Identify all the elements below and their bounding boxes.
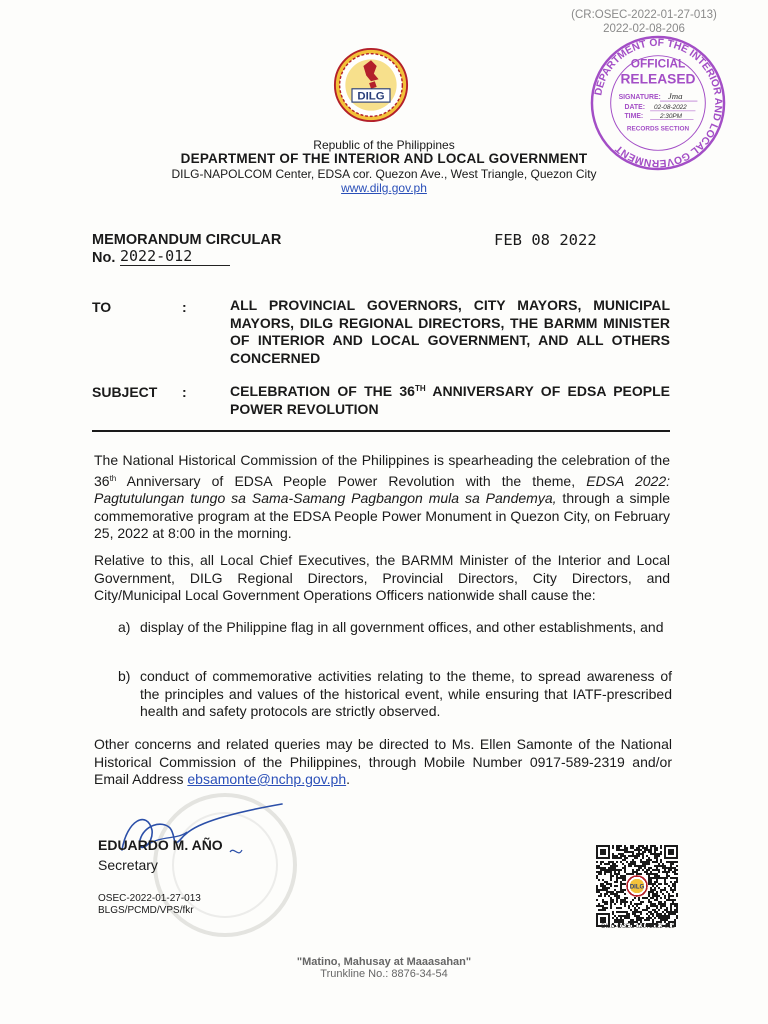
paragraph-1: The National Historical Commission of the Philippines is spearheading the celebration of the 36th Anniversary of EDSA People Power Revolution with the theme, EDSA 2022: Pagtutulungan tungo sa Sama-Samang Pagbangon mula sa Pandemya, through a simple commemorative program at the EDSA People Power Monument in Quezon City, on February 25, 2022 at 8:00 in the morning. — [94, 452, 670, 541]
tracking-code-main: (CR:OSEC-2022-01-27-013) — [571, 9, 717, 21]
footer-motto: "Matino, Mahusay at Maaasahan" — [296, 956, 472, 968]
stamp-section: RECORDS SECTION — [626, 125, 690, 133]
footer-trunkline: Trunkline No.: 8876-34-54 — [320, 968, 448, 980]
qr-caption: DILG-OSEC 02072022-013 — [601, 924, 675, 930]
department-name: DEPARTMENT OF THE INTERIOR AND LOCAL GOVERNMENT — [180, 151, 588, 166]
header-divider — [92, 430, 670, 432]
subject-label: SUBJECT — [92, 384, 158, 400]
stamp-time-label: TIME: — [624, 112, 644, 120]
email-link[interactable]: ebsamonte@nchp.gov.ph — [187, 771, 347, 787]
memo-number-label: No. — [92, 250, 116, 266]
subject-text: CELEBRATION OF THE 36TH ANNIVERSARY OF EDSA PEOPLE POWER REVOLUTION — [230, 383, 670, 417]
signatory-name: EDUARDO M. AÑO — [98, 837, 223, 853]
stamp-released: RELEASED — [620, 71, 696, 87]
list-item — [118, 668, 672, 721]
subject-colon: : — [182, 384, 187, 400]
memo-date: FEB 08 2022 — [494, 231, 597, 249]
stamp-signature-value: Jma — [667, 91, 683, 102]
list-item-text: conduct of commemorative activities relating to the theme, to spread awareness of the principles and values of the historical event, while ensuring that IATF-prescribed health and safety protocols are strictly observed. — [140, 668, 672, 719]
stamp-official: OFFICIAL — [630, 56, 686, 71]
signatory-title: Secretary — [98, 857, 158, 873]
memo-number: 2022-012 — [120, 247, 230, 266]
paragraph-2: Relative to this, all Local Chief Executives, the BARMM Minister of the Interior and Local Government, DILG Regional Directors, Provincial Directors, City Directors, and City/Municipal Local Government Operations Officers nationwide shall cause the: — [94, 552, 670, 603]
website-link[interactable]: www.dilg.gov.ph — [341, 181, 427, 195]
website-line — [0, 181, 768, 195]
paragraph-3: Other concerns and related queries may be directed to Ms. Ellen Samonte of the National Historical Commission of the Philippines, through Mobile Number 0917-589-2319 and/or Email Address ebsamonte@nchp.gov.ph. — [94, 736, 672, 787]
theme-text: EDSA 2022: Pagtutulungan tungo sa Sama-Samang Pagbangon mula sa Pandemya, — [94, 472, 670, 506]
tracking-code-sub: 2022-02-08-206 — [603, 23, 685, 35]
reference-code: OSEC-2022-01-27-013 — [98, 893, 201, 904]
list-item-letter: b) — [118, 668, 131, 684]
qr-code — [596, 845, 678, 927]
reference-initials: BLGS/PCMD/VPS/fkr — [98, 905, 194, 916]
stamp-arc-text: DEPARTMENT OF THE INTERIOR AND LOCAL GOVERNMENT — [593, 37, 724, 169]
list-item-letter: a) — [118, 619, 131, 635]
official-released-stamp — [589, 34, 727, 172]
memo-title: MEMORANDUM CIRCULAR — [92, 232, 282, 248]
stamp-date-label: DATE: — [624, 103, 645, 111]
dilg-logo — [333, 47, 409, 123]
stamp-signature-label: SIGNATURE: — [618, 94, 661, 102]
list-item-text: display of the Philippine flag in all government offices, and other establishments, and — [140, 619, 664, 635]
qr-center-text: DILG — [629, 884, 645, 891]
stamp-time-value: 2:30PM — [659, 112, 683, 120]
list-item — [118, 619, 672, 637]
stamp-date-value: 02-08-2022 — [654, 103, 687, 111]
tracking-code — [544, 8, 744, 36]
to-colon: : — [182, 299, 187, 315]
dilg-logo-text: DILG — [357, 90, 385, 103]
department-address: DILG-NAPOLCOM Center, EDSA cor. Quezon Ave., West Triangle, Quezon City — [171, 167, 597, 181]
republic-line: Republic of the Philippines — [313, 138, 455, 152]
to-recipients: ALL PROVINCIAL GOVERNORS, CITY MAYORS, MUNICIPAL MAYORS, DILG REGIONAL DIRECTORS, THE BARMM MINISTER OF INTERIOR AND LOCAL GOVERNMENT, AND ALL OTHERS CONCERNED — [230, 297, 670, 366]
to-label: TO — [92, 299, 112, 315]
